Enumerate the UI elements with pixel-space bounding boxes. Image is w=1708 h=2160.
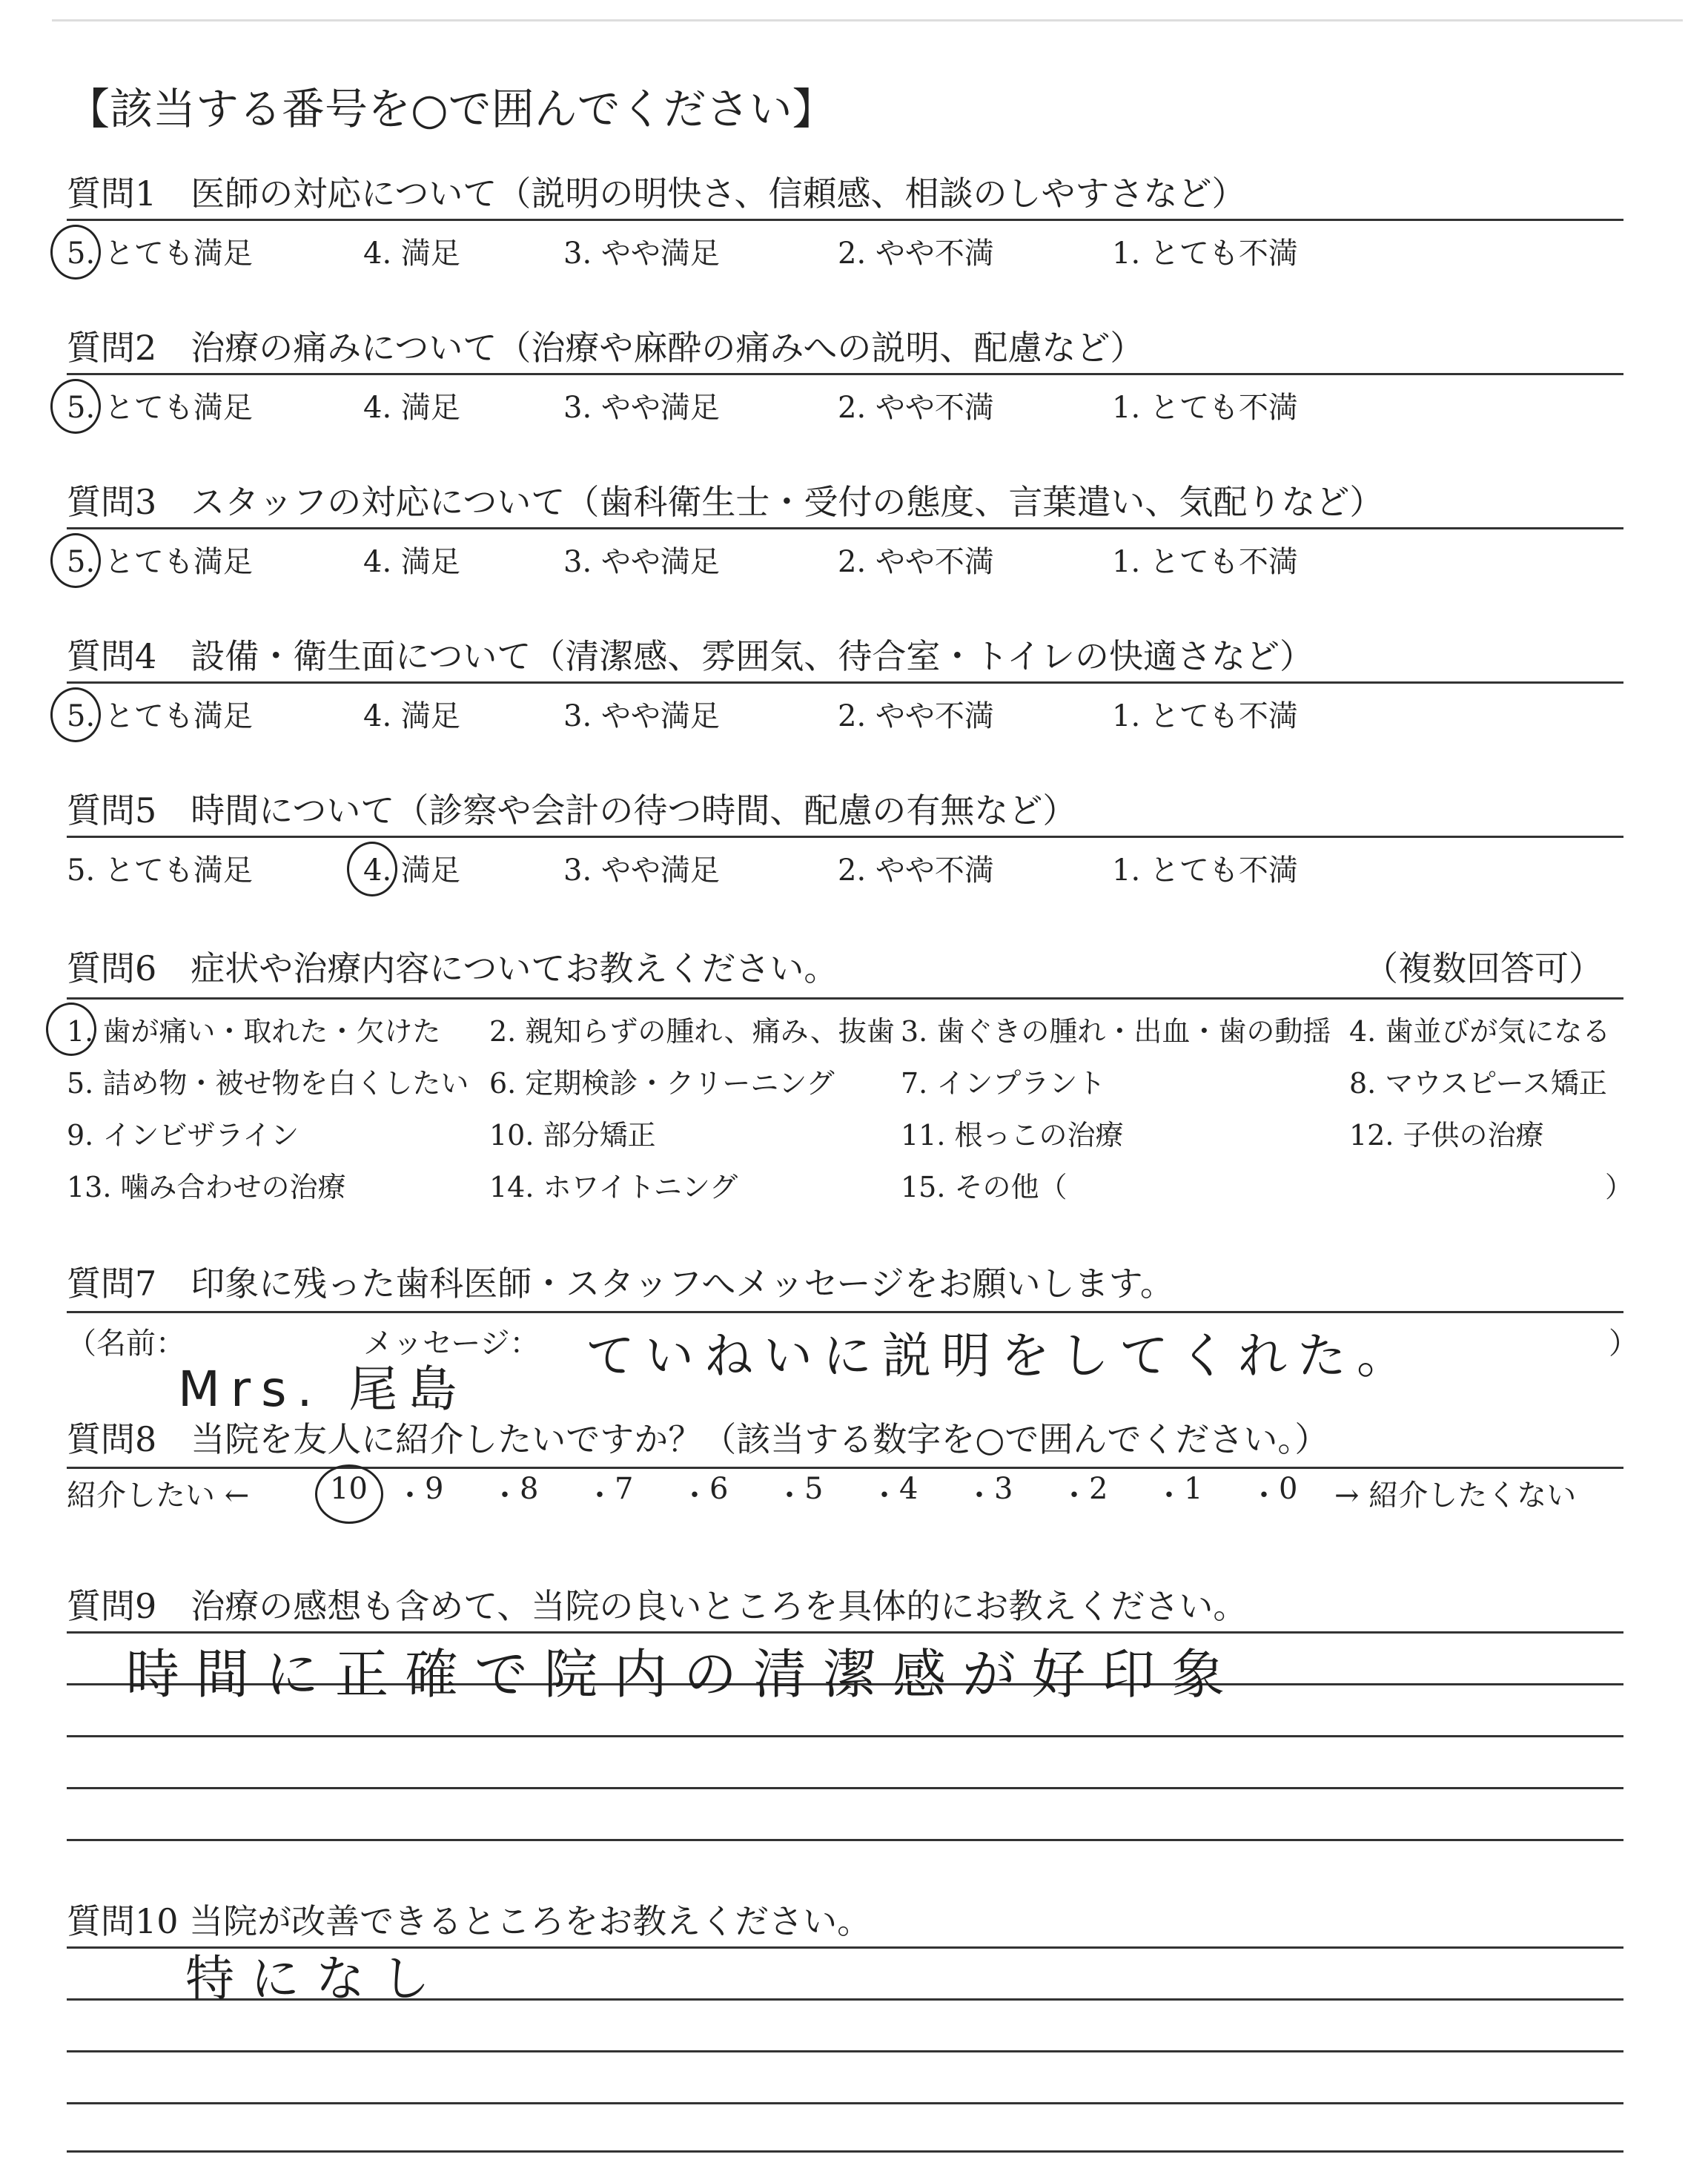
q8-number-6[interactable]: 6 (709, 1472, 729, 1506)
q4-label: 質問4 設備・衛生面について（清潔感、雰囲気、待合室・トイレの快適さなど） (67, 636, 1314, 676)
q7-label: 質問7 印象に残った歯科医師・スタッフへメッセージをお願いします。 (67, 1264, 1174, 1304)
q6-option-3[interactable]: 3. 歯ぐきの腫れ・出血・歯の動揺 (901, 1015, 1331, 1048)
q2-selection-circle (50, 379, 101, 434)
q10-label: 質問10 当院が改善できるところをお教えください。 (67, 1901, 872, 1941)
q9-answer-handwritten: 時間に正確で院内の清潔感が好印象 (126, 1643, 1242, 1705)
q6-option-13[interactable]: 13. 噛み合わせの治療 (67, 1171, 346, 1203)
q7-rule (67, 1311, 1623, 1313)
q8-separator-dot: ・ (395, 1479, 425, 1513)
q8-separator-dot: ・ (870, 1479, 899, 1513)
q4-option-3[interactable]: 3. やや満足 (563, 699, 720, 733)
q6-label: 質問6 症状や治療内容についてお教えください。 (67, 948, 838, 988)
q2-option-2[interactable]: 2. やや不満 (838, 391, 994, 425)
q8-number-2[interactable]: 2 (1089, 1472, 1108, 1506)
q9-label: 質問9 治療の感想も含めて、当院の良いところを具体的にお教えください。 (67, 1586, 1248, 1626)
q6-option-11[interactable]: 11. 根っこの治療 (901, 1119, 1124, 1152)
q10-answer-handwritten: 特になし (185, 1950, 446, 2007)
q5-option-3[interactable]: 3. やや満足 (563, 853, 720, 888)
q1-option-1[interactable]: 1. とても不満 (1112, 237, 1298, 271)
q6-option-1[interactable]: 1. 歯が痛い・取れた・欠けた (67, 1015, 441, 1048)
q7-message-handwritten: ていねいに説明をしてくれた。 (586, 1327, 1416, 1384)
q9-rule-5 (67, 1839, 1623, 1841)
q6-option-10[interactable]: 10. 部分矯正 (489, 1119, 656, 1152)
q2-option-5[interactable]: 5. とても満足 (67, 391, 253, 425)
q1-option-4[interactable]: 4. 満足 (363, 237, 460, 271)
q7-name-label: （名前： (67, 1327, 185, 1361)
q8-right-label: → 紹介したくない (1334, 1479, 1577, 1513)
q6-other-close-paren: ） (1605, 1171, 1634, 1203)
q6-option-2[interactable]: 2. 親知らずの腫れ、痛み、抜歯 (489, 1015, 895, 1048)
q6-option-15[interactable]: 15. その他（ (901, 1171, 1068, 1203)
q6-rule (67, 997, 1623, 1000)
q6-option-9[interactable]: 9. インビザライン (67, 1119, 299, 1152)
q3-rule (67, 527, 1623, 529)
q5-option-2[interactable]: 2. やや不満 (838, 853, 994, 888)
q9-rule-4 (67, 1787, 1623, 1789)
q10-rule-3 (67, 2050, 1623, 2052)
q8-number-9[interactable]: 9 (425, 1472, 444, 1506)
q8-number-1[interactable]: 1 (1184, 1472, 1203, 1506)
q6-option-5[interactable]: 5. 詰め物・被せ物を白くしたい (67, 1067, 469, 1100)
q4-rule (67, 681, 1623, 684)
q8-separator-dot: ・ (1059, 1479, 1089, 1513)
q1-option-5[interactable]: 5. とても満足 (67, 237, 253, 271)
q8-separator-dot: ・ (964, 1479, 994, 1513)
q10-rule-5 (67, 2150, 1623, 2153)
q1-label: 質問1 医師の対応について（説明の明快さ、信頼感、相談のしやすさなど） (67, 174, 1246, 214)
q8-label: 質問8 当院を友人に紹介したいですか？（該当する数字を○で囲んでください。） (67, 1419, 1329, 1459)
q8-number-8[interactable]: 8 (520, 1472, 539, 1506)
q4-option-2[interactable]: 2. やや不満 (838, 699, 994, 733)
q8-separator-dot: ・ (1249, 1479, 1279, 1513)
q2-label: 質問2 治療の痛みについて（治療や麻酔の痛みへの説明、配慮など） (67, 328, 1145, 368)
q6-option-14[interactable]: 14. ホワイトニング (489, 1171, 738, 1203)
q8-number-0[interactable]: 0 (1279, 1472, 1298, 1506)
q3-label: 質問3 スタッフの対応について（歯科衛生士・受付の態度、言葉遣い、気配りなど） (67, 482, 1384, 522)
q1-option-3[interactable]: 3. やや満足 (563, 237, 720, 271)
q1-option-2[interactable]: 2. やや不満 (838, 237, 994, 271)
q7-name-handwritten: Mrs. 尾島 (178, 1361, 468, 1418)
q4-option-1[interactable]: 1. とても不満 (1112, 699, 1298, 733)
q8-rule (67, 1467, 1623, 1469)
q8-separator-dot: ・ (585, 1479, 615, 1513)
q6-option-6[interactable]: 6. 定期検診・クリーニング (489, 1067, 835, 1100)
q8-number-3[interactable]: 3 (994, 1472, 1013, 1506)
q1-rule (67, 219, 1623, 221)
q6-option-8[interactable]: 8. マウスピース矯正 (1349, 1067, 1607, 1100)
q6-option-7[interactable]: 7. インプラント (901, 1067, 1106, 1100)
q8-left-label: 紹介したい ← (67, 1479, 250, 1513)
q5-label: 質問5 時間について（診察や会計の待つ時間、配慮の有無など） (67, 790, 1077, 830)
q4-option-4[interactable]: 4. 満足 (363, 699, 460, 733)
q5-rule (67, 836, 1623, 838)
q3-option-4[interactable]: 4. 満足 (363, 545, 460, 579)
q6-selection-circle (46, 1003, 96, 1056)
q8-number-4[interactable]: 4 (899, 1472, 918, 1506)
page-title: 【該当する番号を○で囲んでください】 (67, 84, 835, 134)
q8-separator-dot: ・ (775, 1479, 804, 1513)
q5-option-1[interactable]: 1. とても不満 (1112, 853, 1298, 888)
q8-selection-circle (315, 1464, 383, 1524)
q2-option-3[interactable]: 3. やや満足 (563, 391, 720, 425)
q4-option-5[interactable]: 5. とても満足 (67, 699, 253, 733)
q2-rule (67, 373, 1623, 375)
q6-option-4[interactable]: 4. 歯並びが気になる (1349, 1015, 1611, 1048)
q6-option-12[interactable]: 12. 子供の治療 (1349, 1119, 1544, 1152)
q5-selection-circle (347, 842, 397, 896)
q7-close-paren: ） (1609, 1327, 1638, 1361)
q3-option-3[interactable]: 3. やや満足 (563, 545, 720, 579)
q5-option-5[interactable]: 5. とても満足 (67, 853, 253, 888)
q8-number-10[interactable]: 10 (330, 1472, 368, 1506)
q10-rule-4 (67, 2102, 1623, 2104)
q8-separator-dot: ・ (1154, 1479, 1184, 1513)
q7-message-label: メッセージ： (363, 1327, 540, 1361)
q3-option-5[interactable]: 5. とても満足 (67, 545, 253, 579)
q2-option-4[interactable]: 4. 満足 (363, 391, 460, 425)
q2-option-1[interactable]: 1. とても不満 (1112, 391, 1298, 425)
q1-selection-circle (50, 225, 101, 280)
q8-separator-dot: ・ (490, 1479, 520, 1513)
q3-option-1[interactable]: 1. とても不満 (1112, 545, 1298, 579)
q6-note: （複数回答可） (1364, 948, 1603, 988)
q3-option-2[interactable]: 2. やや不満 (838, 545, 994, 579)
top-edge-line (52, 19, 1683, 22)
q8-number-7[interactable]: 7 (615, 1472, 634, 1506)
q4-selection-circle (50, 687, 101, 742)
q3-selection-circle (50, 533, 101, 588)
q5-option-4[interactable]: 4. 満足 (363, 853, 460, 888)
q8-number-5[interactable]: 5 (804, 1472, 824, 1506)
q8-separator-dot: ・ (680, 1479, 709, 1513)
q9-rule-3 (67, 1735, 1623, 1737)
